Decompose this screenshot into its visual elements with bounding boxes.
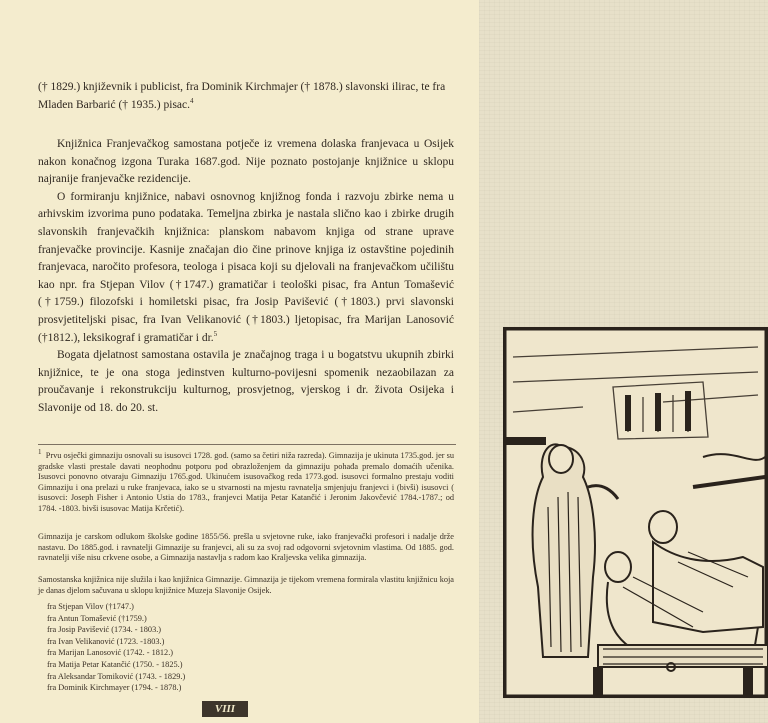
page-number: VIII [202, 701, 248, 717]
list-item: fra Dominik Kirchmayer (1794. - 1878.) [47, 683, 182, 693]
footnote-1: $^1$ Prvu osječki gimnaziju osnovali su isusovci 1728. god. (samo sa četiri niža razreda). Gimnazija je ukinuta 1735.god. jer su gradske vlasti prestale davati neophodnu potporu pod obrazloženjem da gimnaziju pohađa premalo domaćih učenika. Isusovci ponovno otvaraju Gimnaziju 1765.god. Ukinućem isusovačkog reda 1773.god. isusovci formalno prestaju voditi Gimnaziju i ona prelazi u ruke franjevaca, iako se u stvarnosti na mjestu ravnatelja smjenjuju franjevci i (bivši) isusovci ( isusovci: Joseph Fisher i Antonio Ustia do 1783., franjevci Matija Petar Katančić i Jeronim Jakovčević 1784.-1787.; od 1784. -1803. bivši isusovac Matija Krčetić). [38, 448, 454, 513]
list-item: fra Stjepan Vilov (†1747.) [47, 602, 134, 611]
footnote-ref-4: 4 [190, 96, 194, 105]
footnote-3: Samostanska knjižnica nije služila i kao knjižnica Gimnazije. Gimnazija je tijekom vremena formirala vlastitu knjižnicu koja je danas djelom sačuvana u sklopu knjižnice Muzeja Slavonije Osijek. [38, 575, 454, 595]
list-item: fra Josip Pavišević (1734. - 1803.) [47, 625, 162, 635]
footnote-ref-5: 5 [213, 329, 218, 338]
list-item: fra Aleksandar Tomiković (1743. - 1829.) [47, 671, 186, 681]
footnote-2: Gimnazija je carskom odlukom školske godine 1855/56. prešla u svjetovne ruke, iako franjevački profesori i nadalje drže nastavu. Do 1885.god. i ravnatelji Gimnazije su franjevci, ali su za svoj rad odgovorni svjetovnim vlastima. Od 1885. god. ravnatelji više nisu crkvene osobe, a Gimnazija nastavlja s radom kao Kraljevska velika gimnazija. [38, 532, 454, 563]
main-text [38, 136, 454, 418]
list-item: fra Marijan Lanosović (1742. - 1812.) [47, 648, 174, 658]
footnote-marker: 1 [38, 448, 42, 457]
paragraph-3: Bogata djelatnost samostana ostavila je značajnog traga i u bogatstvu ukupnih zbirki knjižnice, te je ona stoga jedinstven kulturno-povijesni spomenik nezaobilazan za proučavanje i rekonstrukciju kulturnog, prosvjetnog, vjerskog i dr. života Osijeka i Slavonije od 18. do 20. st. [38, 349, 454, 414]
list-item: fra Matija Petar Katančić (1750. - 1825.) [47, 659, 183, 669]
woodcut-illustration [503, 327, 768, 698]
friar-list [47, 601, 185, 694]
opening-line-1: († 1829.) književnik i publicist, fra Dominik Kirchmajer († 1878.) slavonski ilirac, te fra [38, 81, 446, 93]
list-item: fra Ivan Velikanović (1723. -1803.) [47, 636, 165, 646]
paragraph-2: O formiranju knjižnice, nabavi osnovnog knjižnog fonda i razvoju zbirke nema u arhivskim izvorima puno podataka. Temeljna zbirka je nastala slično kao i zbirke drugih slavonskih franjevačkih knjižnica: planskom nabavom knjiga od strane uprave franjevačke provincije. Kasnije značajan dio čine prinove knjiga iz ostavštine pojedinih franjevaca, naročito profesora, teologa i pisaca koji su djelovali na franjevačkom učilištu kao npr. fra Stjepan Vilov (†1747.) gramatičar i teološki pisac, fra Antun Tomašević (†1759.) filozofski i homiletski pisac, fra Josip Pavišević (†1803.) prvi slavonski prosvjetiteljski pisac, fra Ivan Velikanović (†1803.) ljetopisac, fra Marijan Lanosović (†1812.), leksikograf i gramatičar i dr.$^5$ [38, 190, 454, 344]
footnote-divider [38, 444, 456, 445]
list-item: fra Antun Tomašević (†1759.) [47, 613, 147, 623]
paragraph-1: Knjižnica Franjevačkog samostana potječe iz vremena dolaska franjevaca u Osijek nakon konačnog izgona Turaka 1687.god. Nije poznato postojanje knjižnice u sklopu najranije franjevačke rezidencije. [38, 138, 454, 186]
opening-lines [38, 79, 454, 114]
opening-line-2: Mladen Barbarić († 1935.) pisac. [38, 98, 191, 111]
